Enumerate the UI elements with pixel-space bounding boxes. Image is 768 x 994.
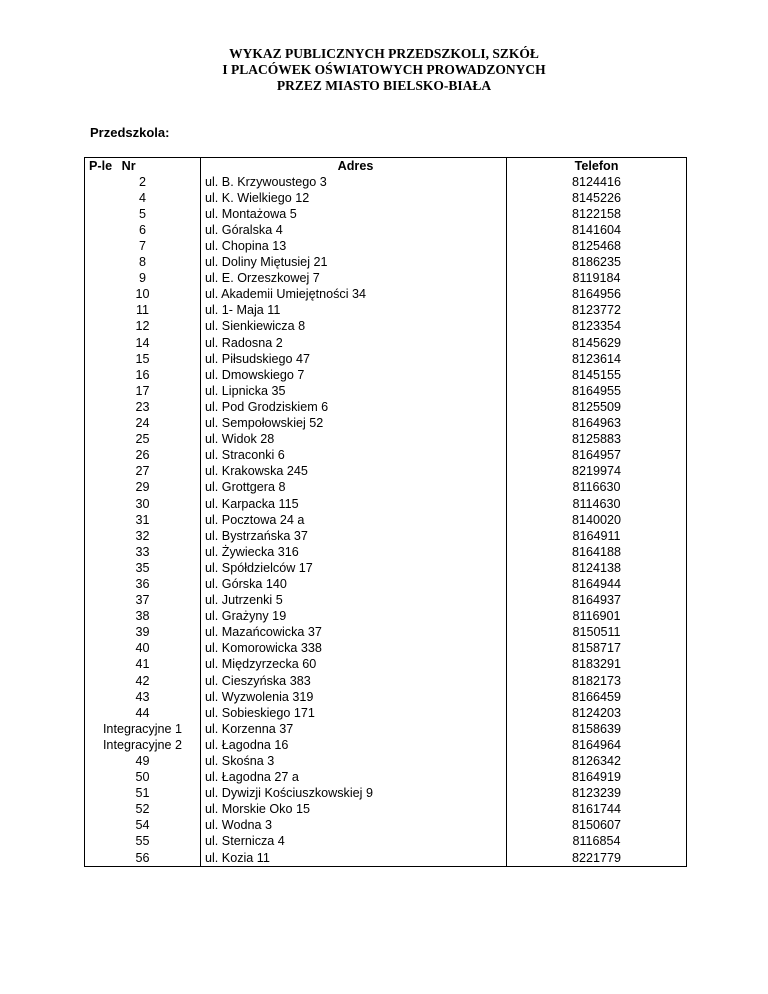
- table-row: [85, 255, 687, 271]
- table-row: [85, 609, 687, 625]
- table-row: [85, 802, 687, 818]
- row-phone: 8124138: [507, 560, 687, 576]
- row-address: ul. Cieszyńska 383: [201, 673, 507, 689]
- row-phone: 8164188: [507, 544, 687, 560]
- header-phone: Telefon: [507, 158, 687, 175]
- row-number: 24: [85, 416, 201, 432]
- table-row: [85, 464, 687, 480]
- row-phone: 8116630: [507, 480, 687, 496]
- table-row: [85, 770, 687, 786]
- table-row: [85, 786, 687, 802]
- header-number: P-le Nr: [85, 158, 201, 175]
- title-line-3: PRZEZ MIASTO BIELSKO-BIAŁA: [276, 78, 492, 93]
- row-number: 16: [85, 367, 201, 383]
- row-number: 26: [85, 448, 201, 464]
- row-phone: 8164911: [507, 528, 687, 544]
- table-row: [85, 271, 687, 287]
- row-number: 25: [85, 432, 201, 448]
- row-number: 51: [85, 786, 201, 802]
- row-address: ul. Sternicza 4: [201, 834, 507, 850]
- table-row: [85, 287, 687, 303]
- row-number: 49: [85, 753, 201, 769]
- row-number: Integracyjne 1: [85, 721, 201, 737]
- row-phone: 8125509: [507, 399, 687, 415]
- row-phone: 8150607: [507, 818, 687, 834]
- row-number: 31: [85, 512, 201, 528]
- title-line-1: WYKAZ PUBLICZNYCH PRZEDSZKOLI, SZKÓŁ: [229, 46, 539, 61]
- row-address: ul. B. Krzywoustego 3: [201, 174, 507, 190]
- table-row: [85, 480, 687, 496]
- table-row: [85, 432, 687, 448]
- row-address: ul. Żywiecka 316: [201, 544, 507, 560]
- row-phone: 8164957: [507, 448, 687, 464]
- table-row: [85, 206, 687, 222]
- row-address: ul. Radosna 2: [201, 335, 507, 351]
- table-row: [85, 657, 687, 673]
- row-address: ul. Dmowskiego 7: [201, 367, 507, 383]
- table-row: [85, 496, 687, 512]
- row-number: 12: [85, 319, 201, 335]
- row-address: ul. Kozia 11: [201, 850, 507, 867]
- row-number: 36: [85, 576, 201, 592]
- row-phone: 8158639: [507, 721, 687, 737]
- row-number: 14: [85, 335, 201, 351]
- row-number: 2: [85, 174, 201, 190]
- row-number: 27: [85, 464, 201, 480]
- row-address: ul. Sobieskiego 171: [201, 705, 507, 721]
- row-address: ul. E. Orzeszkowej 7: [201, 271, 507, 287]
- row-number: 35: [85, 560, 201, 576]
- row-number: 33: [85, 544, 201, 560]
- row-address: ul. Chopina 13: [201, 238, 507, 254]
- table-row: [85, 528, 687, 544]
- row-phone: 8164956: [507, 287, 687, 303]
- row-phone: 8145629: [507, 335, 687, 351]
- row-number: 39: [85, 625, 201, 641]
- row-number: 6: [85, 222, 201, 238]
- row-phone: 8164963: [507, 416, 687, 432]
- row-address: ul. Łagodna 27 a: [201, 770, 507, 786]
- row-address: ul. Widok 28: [201, 432, 507, 448]
- row-address: ul. Dywizji Kościuszkowskiej 9: [201, 786, 507, 802]
- row-address: ul. Góralska 4: [201, 222, 507, 238]
- row-phone: 8125883: [507, 432, 687, 448]
- row-phone: 8183291: [507, 657, 687, 673]
- row-number: 8: [85, 255, 201, 271]
- table-row: [85, 641, 687, 657]
- row-number: 17: [85, 383, 201, 399]
- row-address: ul. Korzenna 37: [201, 721, 507, 737]
- row-number: 42: [85, 673, 201, 689]
- table-row: [85, 625, 687, 641]
- row-phone: 8150511: [507, 625, 687, 641]
- row-address: ul. Morskie Oko 15: [201, 802, 507, 818]
- row-phone: 8164955: [507, 383, 687, 399]
- row-phone: 8123614: [507, 351, 687, 367]
- table-row: [85, 238, 687, 254]
- row-phone: 8123772: [507, 303, 687, 319]
- row-number: Integracyjne 2: [85, 737, 201, 753]
- row-address: ul. Bystrzańska 37: [201, 528, 507, 544]
- row-phone: 8123354: [507, 319, 687, 335]
- kindergarten-table: [84, 157, 687, 867]
- table-row: [85, 351, 687, 367]
- row-phone: 8141604: [507, 222, 687, 238]
- section-heading: Przedszkola:: [90, 125, 170, 140]
- table-row: [85, 190, 687, 206]
- row-number: 29: [85, 480, 201, 496]
- row-number: 56: [85, 850, 201, 867]
- row-number: 55: [85, 834, 201, 850]
- row-number: 41: [85, 657, 201, 673]
- table-row: [85, 721, 687, 737]
- row-address: ul. 1- Maja 11: [201, 303, 507, 319]
- row-phone: 8145226: [507, 190, 687, 206]
- row-phone: 8161744: [507, 802, 687, 818]
- row-phone: 8114630: [507, 496, 687, 512]
- row-address: ul. Karpacka 115: [201, 496, 507, 512]
- table-row: [85, 673, 687, 689]
- row-phone: 8123239: [507, 786, 687, 802]
- row-phone: 8221779: [507, 850, 687, 867]
- row-address: ul. Komorowicka 338: [201, 641, 507, 657]
- row-address: ul. Grottgera 8: [201, 480, 507, 496]
- table-header-row: [85, 158, 687, 175]
- row-number: 32: [85, 528, 201, 544]
- row-number: 50: [85, 770, 201, 786]
- row-phone: 8122158: [507, 206, 687, 222]
- row-phone: 8140020: [507, 512, 687, 528]
- row-number: 7: [85, 238, 201, 254]
- document-title: [0, 46, 768, 94]
- row-number: 52: [85, 802, 201, 818]
- row-number: 43: [85, 689, 201, 705]
- row-phone: 8116854: [507, 834, 687, 850]
- row-number: 44: [85, 705, 201, 721]
- table-row: [85, 560, 687, 576]
- row-address: ul. Spółdzielców 17: [201, 560, 507, 576]
- row-number: 9: [85, 271, 201, 287]
- row-number: 15: [85, 351, 201, 367]
- row-number: 30: [85, 496, 201, 512]
- row-number: 23: [85, 399, 201, 415]
- row-phone: 8182173: [507, 673, 687, 689]
- row-address: ul. Straconki 6: [201, 448, 507, 464]
- table-row: [85, 512, 687, 528]
- table-row: [85, 705, 687, 721]
- row-address: ul. Górska 140: [201, 576, 507, 592]
- row-number: 40: [85, 641, 201, 657]
- row-address: ul. Doliny Miętusiej 21: [201, 255, 507, 271]
- row-address: ul. Wyzwolenia 319: [201, 689, 507, 705]
- table-row: [85, 818, 687, 834]
- row-address: ul. Skośna 3: [201, 753, 507, 769]
- table-row: [85, 416, 687, 432]
- row-address: ul. Montażowa 5: [201, 206, 507, 222]
- row-address: ul. Grażyny 19: [201, 609, 507, 625]
- row-number: 38: [85, 609, 201, 625]
- table-row: [85, 367, 687, 383]
- table-row: [85, 448, 687, 464]
- row-address: ul. Pocztowa 24 a: [201, 512, 507, 528]
- table-row: [85, 834, 687, 850]
- row-number: 10: [85, 287, 201, 303]
- row-address: ul. K. Wielkiego 12: [201, 190, 507, 206]
- table-row: [85, 737, 687, 753]
- table-row: [85, 335, 687, 351]
- row-phone: 8219974: [507, 464, 687, 480]
- table-row: [85, 544, 687, 560]
- row-phone: 8116901: [507, 609, 687, 625]
- table-row: [85, 383, 687, 399]
- table-row: [85, 174, 687, 190]
- table-row: [85, 319, 687, 335]
- row-number: 11: [85, 303, 201, 319]
- row-address: ul. Krakowska 245: [201, 464, 507, 480]
- row-address: ul. Wodna 3: [201, 818, 507, 834]
- table-row: [85, 303, 687, 319]
- row-phone: 8119184: [507, 271, 687, 287]
- row-phone: 8126342: [507, 753, 687, 769]
- row-phone: 8186235: [507, 255, 687, 271]
- row-address: ul. Międzyrzecka 60: [201, 657, 507, 673]
- table-row: [85, 850, 687, 867]
- row-address: ul. Łagodna 16: [201, 737, 507, 753]
- table-row: [85, 576, 687, 592]
- row-phone: 8166459: [507, 689, 687, 705]
- row-address: ul. Akademii Umiejętności 34: [201, 287, 507, 303]
- table-row: [85, 593, 687, 609]
- row-phone: 8158717: [507, 641, 687, 657]
- row-address: ul. Pod Grodziskiem 6: [201, 399, 507, 415]
- row-phone: 8125468: [507, 238, 687, 254]
- row-address: ul. Mazańcowicka 37: [201, 625, 507, 641]
- row-phone: 8124416: [507, 174, 687, 190]
- table-body: [85, 174, 687, 867]
- row-number: 4: [85, 190, 201, 206]
- row-address: ul. Piłsudskiego 47: [201, 351, 507, 367]
- row-number: 37: [85, 593, 201, 609]
- table-row: [85, 753, 687, 769]
- table-row: [85, 689, 687, 705]
- row-address: ul. Sempołowskiej 52: [201, 416, 507, 432]
- row-phone: 8164937: [507, 593, 687, 609]
- row-phone: 8164964: [507, 737, 687, 753]
- row-number: 54: [85, 818, 201, 834]
- row-phone: 8124203: [507, 705, 687, 721]
- row-address: ul. Jutrzenki 5: [201, 593, 507, 609]
- title-line-2: I PLACÓWEK OŚWIATOWYCH PROWADZONYCH: [222, 62, 546, 77]
- table-row: [85, 399, 687, 415]
- row-phone: 8164944: [507, 576, 687, 592]
- row-phone: 8164919: [507, 770, 687, 786]
- row-phone: 8145155: [507, 367, 687, 383]
- row-address: ul. Sienkiewicza 8: [201, 319, 507, 335]
- header-address: Adres: [201, 158, 507, 175]
- table-row: [85, 222, 687, 238]
- row-number: 5: [85, 206, 201, 222]
- row-address: ul. Lipnicka 35: [201, 383, 507, 399]
